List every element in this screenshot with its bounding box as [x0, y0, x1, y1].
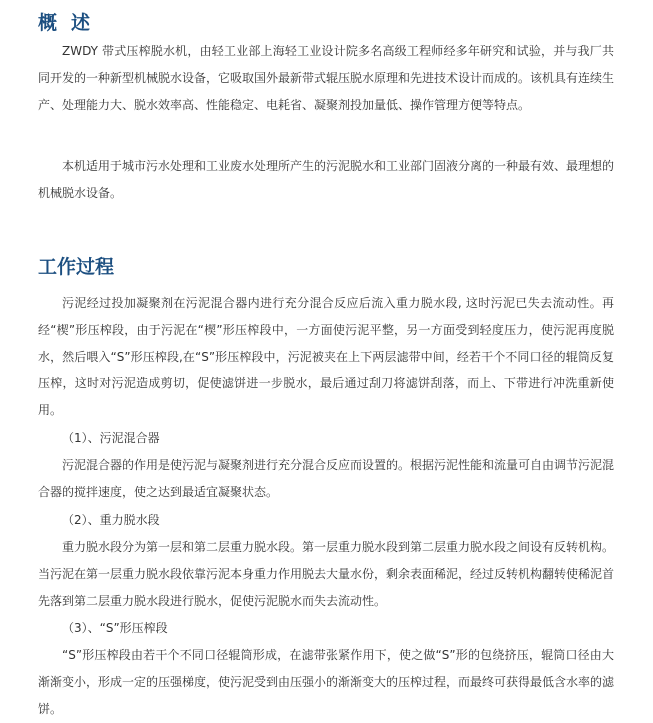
- subsection-mixer-text: 污泥混合器的作用是使污泥与凝聚剂进行充分混合反应而设置的。根据污泥性能和流量可自由调节污泥混合器的搅拌速度，使之达到最适宜凝聚状态。: [38, 458, 615, 499]
- overview-paragraph-2: 本机适用于城市污水处理和工业废水处理所产生的污泥脱水和工业部门固液分离的一种最有效、最理想的机械脱水设备。: [38, 159, 615, 200]
- process-paragraph-1: 污泥经过投加凝聚剂在污泥混合器内进行充分混合反应后流入重力脱水段, 这时污泥已失去流动性。再经“楔”形压榨段，由于污泥在“楔”形压榨段中，一方面使污泥平整，另一方面受到轻度压力，使污泥再度脱水，然后喂入“S”形压榨段,在“S”形压榨段中，污泥被夹在上下两层滤带中间，经若干个不同口径的辊筒反复压榨，这时对污泥造成剪切，促使滤饼进一步脱水，最后通过刮刀将滤饼刮落，而上、下带进行冲洗重新使用。: [38, 296, 614, 418]
- subsection-gravity-text: 重力脱水段分为第一层和第二层重力脱水段。第一层重力脱水段到第二层重力脱水段之间设有反转机构。当污泥在第一层重力脱水段依靠污泥本身重力作用脱去大量水份，剩余表面稀泥，经过反转机构翻转使稀泥首先落到第二层重力脱水段进行脱水，促使污泥脱水而失去流动性。: [38, 540, 615, 608]
- subsection-gravity-title: （2）、重力脱水段: [62, 513, 160, 527]
- process-heading: 工作过程: [38, 256, 115, 278]
- subsection-s-press-title: （3）、“S”形压榨段: [62, 621, 168, 635]
- overview-heading: 概述: [38, 12, 105, 34]
- subsection-mixer-title: （1）、污泥混合器: [62, 431, 160, 445]
- subsection-s-press-text: “S”形压榨段由若干个不同口径辊筒形成，在滤带张紧作用下，使之做“S”形的包绕挤压，辊筒口径由大渐渐变小，形成一定的压强梯度，使污泥受到由压强小的渐渐变大的压榨过程，而最终可获得最低含水率的滤饼。: [38, 648, 615, 716]
- overview-paragraph-1: ZWDY 带式压榨脱水机，由轻工业部上海轻工业设计院多名高级工程师经多年研究和试验，并与我厂共同开发的一种新型机械脱水设备，它吸取国外最新带式辊压脱水原理和先进技术设计而成的。该机具有连续生产、处理能力大、脱水效率高、性能稳定、电耗省、凝聚剂投加量低、操作管理方便等特点。: [38, 44, 615, 112]
